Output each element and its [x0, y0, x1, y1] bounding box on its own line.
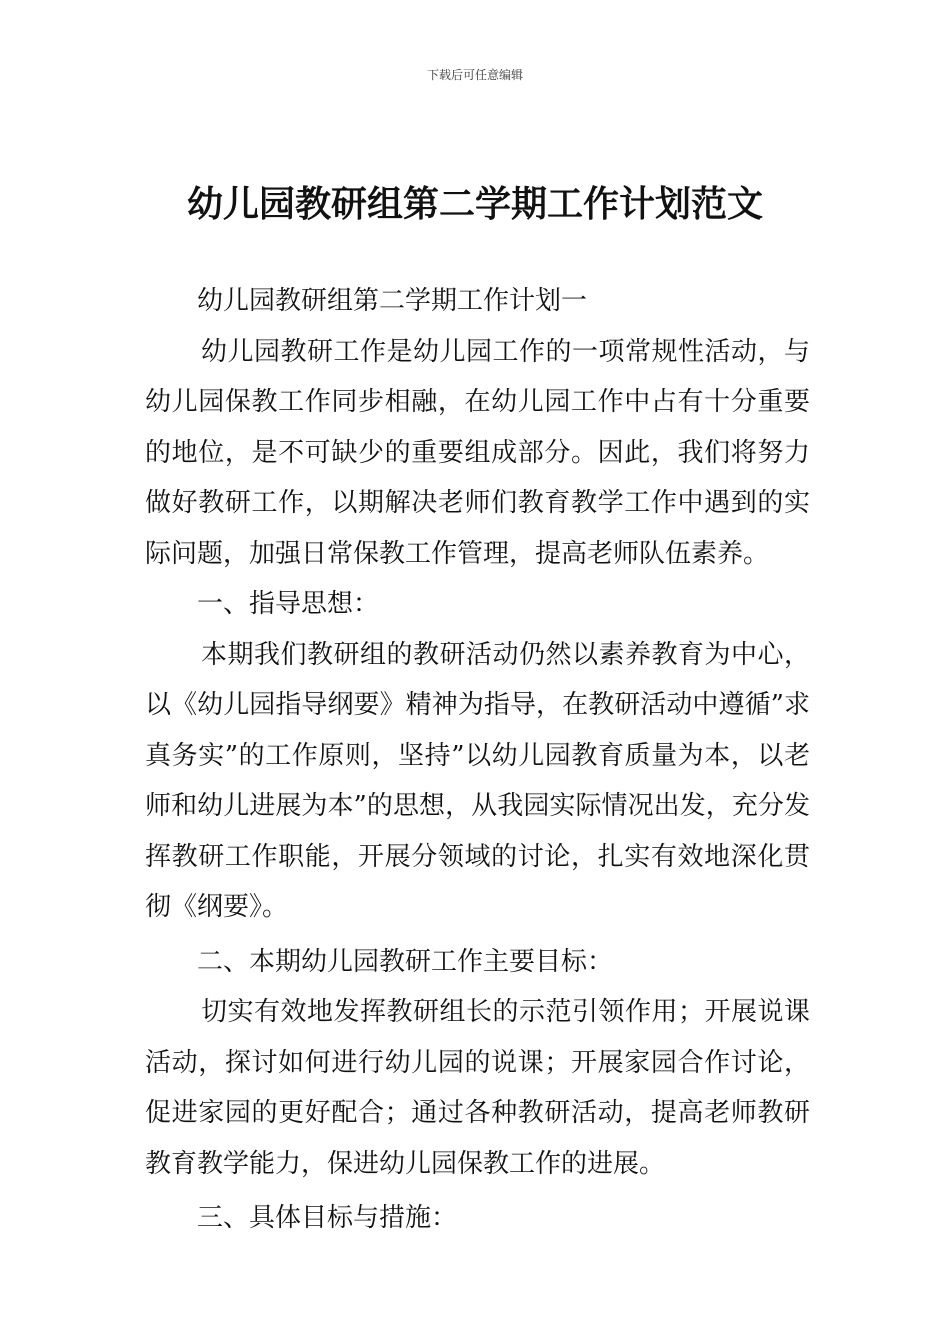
document-body — [145, 276, 810, 1244]
paragraph-intro: 幼儿园教研工作是幼儿园工作的一项常规性活动，与幼儿园保教工作同步相融，在幼儿园工作中占有十分重要的地位，是不可缺少的重要组成部分。因此，我们将努力做好教研工作，以期解决老师们教育教学工作中遇到的实际问题，加强日常保教工作管理，提高老师队伍素养。 — [145, 336, 810, 569]
section-subtitle: 幼儿园教研组第二学期工作计划一 — [197, 286, 588, 316]
document-title: 幼儿园教研组第二学期工作计划范文 — [186, 184, 763, 225]
heading-specific-goals: 三、具体目标与措施： — [197, 1203, 458, 1233]
header-note: 下载后可任意编辑 — [426, 68, 523, 82]
paragraph-main-goals: 切实有效地发挥教研组长的示范引领作用；开展说课活动，探讨如何进行幼儿园的说课；开展家园合作讨论，促进家园的更好配合；通过各种教研活动，提高老师教研教育教学能力，保进幼儿园保教工作的进展。 — [145, 997, 810, 1179]
heading-main-goals: 二、本期幼儿园教研工作主要目标： — [197, 946, 614, 977]
paragraph-guiding-ideology: 本期我们教研组的教研活动仍然以素养教育为中心，以《幼儿园指导纲要》精神为指导，在教研活动中遵循”求真务实”的工作原则，坚持”以幼儿园教育质量为本，以老师和幼儿进展为本”的思想，从我园实际情况出发，充分发挥教研工作职能，开展分领域的讨论，扎实有效地深化贯彻《纲要》。 — [145, 639, 810, 922]
heading-guiding-ideology: 一、指导思想： — [197, 589, 380, 619]
